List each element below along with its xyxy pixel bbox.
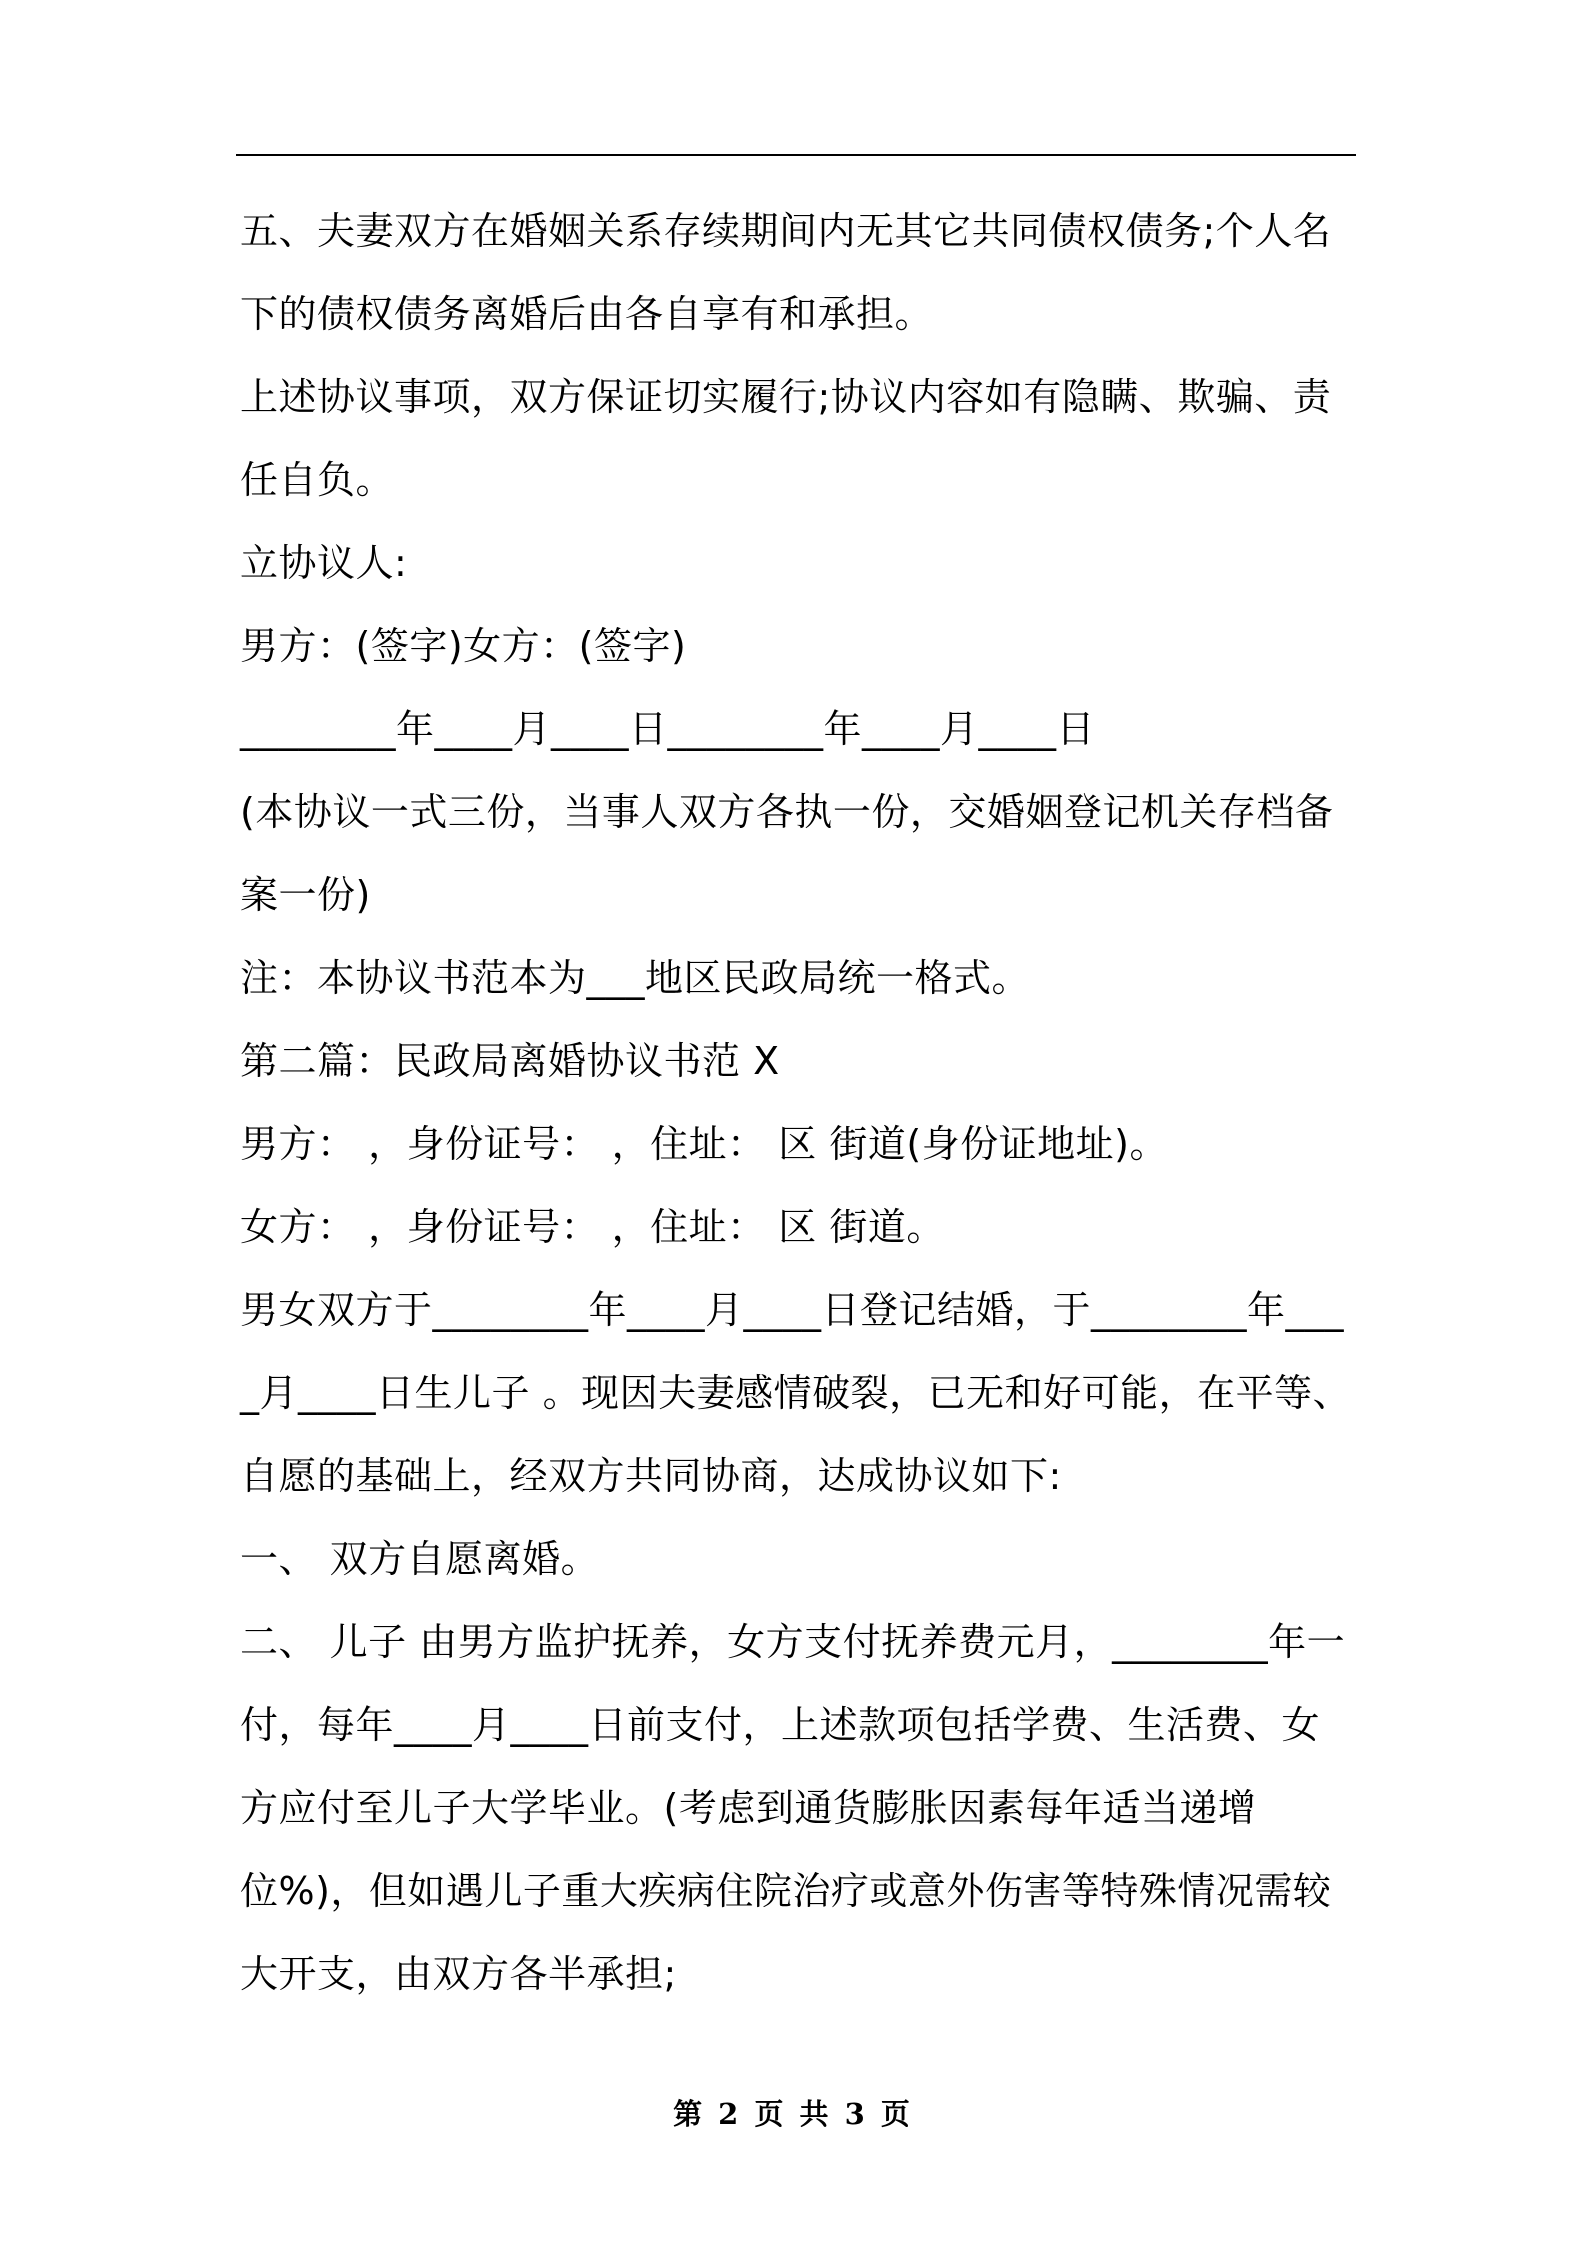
clause-one: 一、 双方自愿离婚。 bbox=[240, 1537, 600, 1581]
paragraph-signatures: 男方：(签字)女方：(签字) bbox=[240, 624, 687, 668]
paragraph-marriage-background: 男女双方于________年____月____日登记结婚，于________年____月____日生儿子 。现因夫妻感情破裂，已无和好可能，在平等、自愿的基础上，经双方共同协商，达成协议如下: bbox=[240, 1288, 1352, 1498]
document-body bbox=[240, 190, 1356, 2016]
paragraph-signatories-label: 立协议人: bbox=[240, 541, 408, 585]
paragraph-husband-info: 男方： ，身份证号： ，住址： 区 街道(身份证地址)。 bbox=[240, 1122, 1168, 1166]
paragraph-copies-note: (本协议一式三份，当事人双方各执一份，交婚姻登记机关存档备案一份) bbox=[240, 790, 1334, 917]
section-title: 第二篇：民政局离婚协议书范 X bbox=[240, 1039, 780, 1083]
paragraph-dates: ________年____月____日________年____月____日 bbox=[240, 707, 1096, 751]
clause-two: 二、 儿子 由男方监护抚养，女方支付抚养费元月，________年一付，每年____月____日前支付，上述款项包括学费、生活费、女方应付至儿子大学毕业。(考虑到通货膨胀因素每年适当递增位%)，但如遇儿子重大疾病住院治疗或意外伤害等特殊情况需较大开支，由双方各半承担; bbox=[240, 1620, 1346, 1996]
paragraph-wife-info: 女方： ，身份证号： ，住址： 区 街道。 bbox=[240, 1205, 945, 1249]
paragraph-template-note: 注：本协议书范本为___地区民政局统一格式。 bbox=[240, 956, 1031, 1000]
paragraph-commitment: 上述协议事项，双方保证切实履行;协议内容如有隐瞒、欺骗、责任自负。 bbox=[240, 375, 1332, 502]
page-number: 第 2 页 共 3 页 bbox=[673, 2097, 913, 2131]
paragraph-debts: 五、夫妻双方在婚姻关系存续期间内无其它共同债权债务;个人名下的债权债务离婚后由各自享有和承担。 bbox=[240, 209, 1332, 336]
header-rule bbox=[236, 154, 1356, 156]
